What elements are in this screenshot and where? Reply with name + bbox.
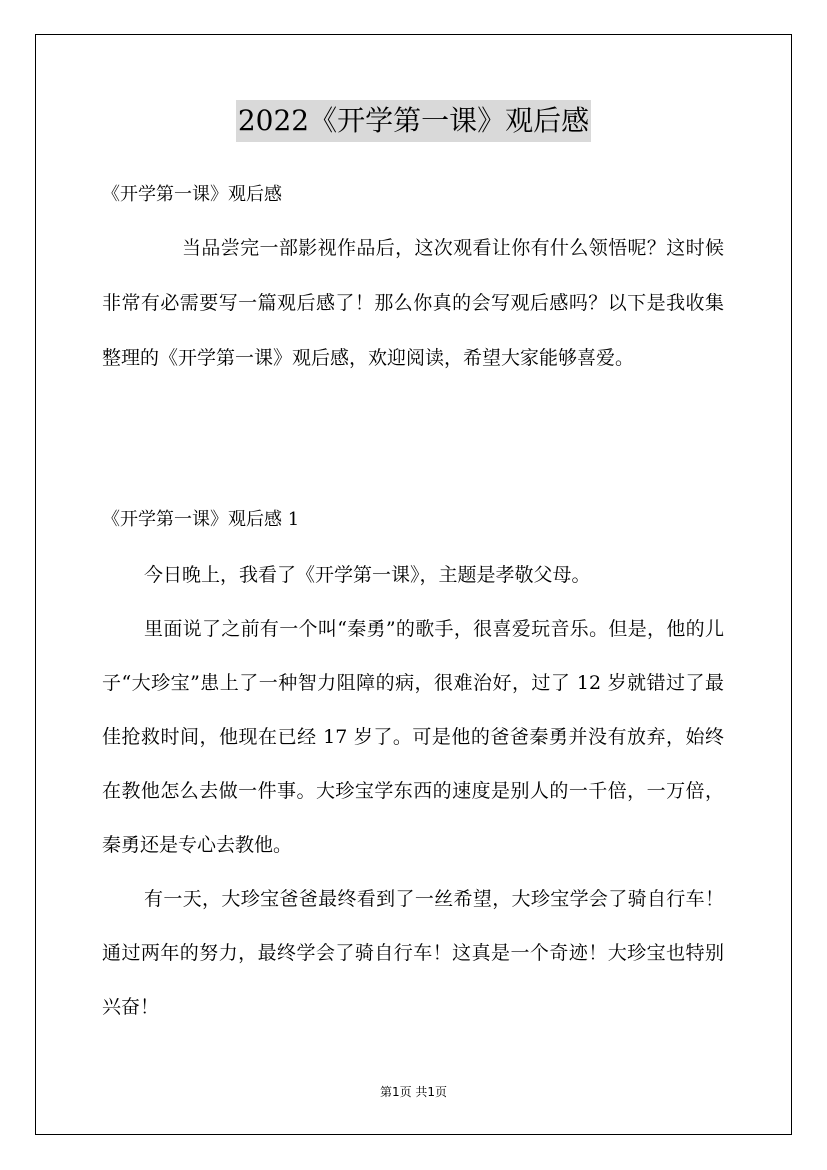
page-footer: 第1页 共1页	[379, 1085, 448, 1099]
section-heading: 《开学第一课》观后感 1	[102, 509, 300, 530]
body-paragraph-2: 里面说了之前有一个叫“秦勇”的歌手，很喜爱玩音乐。但是，他的儿子“大珍宝”患上了一种智力阻障的病，很难治好，过了 12 岁就错过了最佳抢救时间，他现在已经 17 岁了。可是他的爸爸秦勇并没有放弃，始终在教他怎么去做一件事。大珍宝学东西的速度是别人的一千倍，一万倍，秦勇还是专心去教他。	[102, 618, 724, 856]
intro-paragraph: 当品尝完一部影视作品后，这次观看让你有什么领悟呢？这时候非常有必需要写一篇观后感了！那么你真的会写观后感吗？以下是我收集整理的《开学第一课》观后感，欢迎阅读，希望大家能够喜爱。	[102, 237, 724, 369]
body-paragraph-3: 有一天，大珍宝爸爸最终看到了一丝希望，大珍宝学会了骑自行车！通过两年的努力，最终学会了骑自行车！这真是一个奇迹！大珍宝也特别兴奋！	[102, 888, 724, 1018]
document-subtitle: 《开学第一课》观后感	[102, 184, 282, 205]
document-title: 2022《开学第一课》观后感	[236, 100, 591, 142]
body-paragraph-1: 今日晚上，我看了《开学第一课》，主题是孝敬父母。	[144, 564, 591, 586]
title-container	[0, 100, 827, 142]
